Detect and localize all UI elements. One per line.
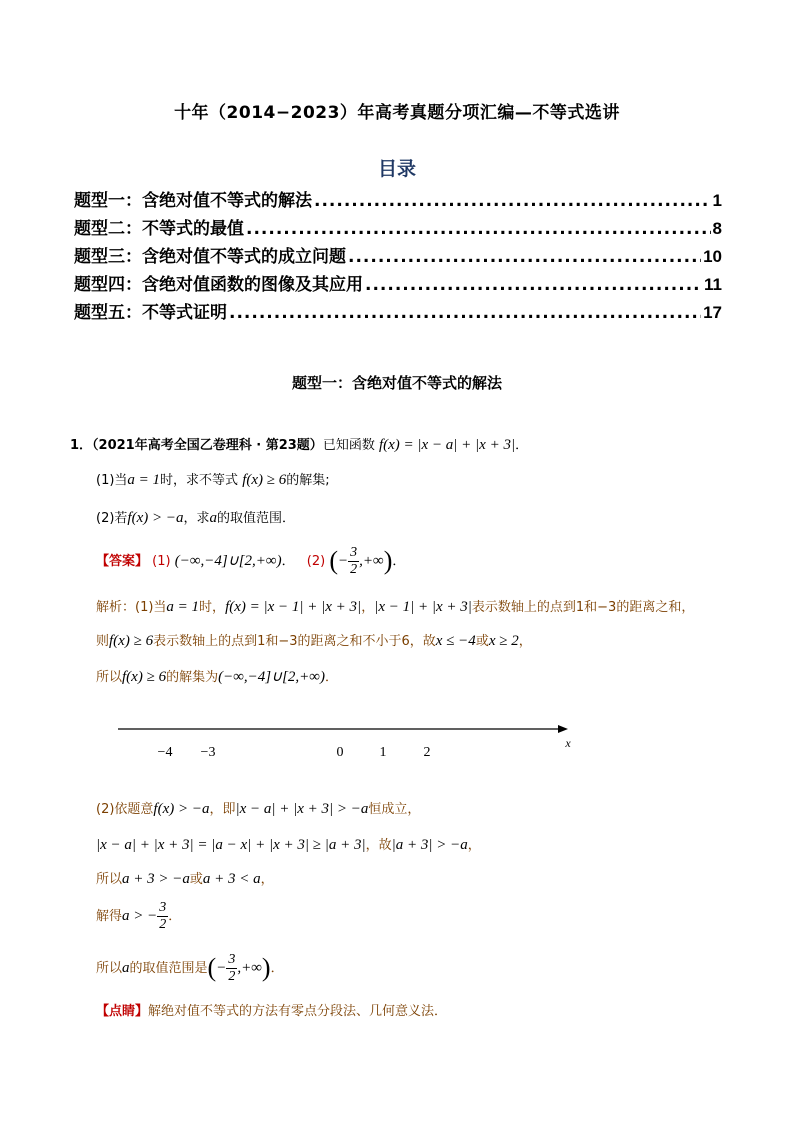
math-expression: ,+∞ [237,960,262,976]
math-expression: |x − a| + |x + 3| = |a − x| + |x + 3| ≥ |a + 3| [96,837,366,853]
text: 所以 [96,872,123,887]
tick-label: −4 [157,745,173,760]
fraction-denominator: 2 [350,562,358,577]
math-expression: a = 1 [127,472,161,488]
toc-item-label: 题型三：含绝对值不等式的成立问题 [74,247,346,267]
toc-item-page: 10 [703,247,722,266]
text: 的取值范围． [217,511,296,526]
toc-item-page: 1 [712,191,722,210]
text: 所以 [96,961,123,976]
problem-stem-text: 已知函数 [322,438,375,453]
paren: ( [207,953,217,982]
document-title: 十年（2014−2023）年高考真题分项汇编—不等式选讲 [174,103,620,123]
fraction-denominator: 2 [228,969,236,984]
toc-item[interactable] [74,298,722,326]
math-expression: x ≤ −4 [435,633,476,649]
part-label: (1)当 [96,473,128,488]
solution-line-3 [96,666,338,686]
fraction [348,545,359,578]
math-expression: (−∞,−4]∪[2,+∞) [218,669,325,685]
part-label: (2)若 [96,511,128,526]
toc-item-label: 题型一：含绝对值不等式的解法 [74,191,312,211]
text: ． [168,909,182,924]
math-expression: |a + 3| > −a [391,837,468,853]
paren: ) [261,953,271,982]
math-expression: a + 3 > −a [122,871,190,887]
math-expression: f(x) ≥ 6 [242,472,287,488]
toc-item-label: 题型五：不等式证明 [74,303,227,323]
answer-line: 【答案】 (1) (−∞,−4]∪[2,+∞)． (2) (− $\frac{3}{2}$ ,+∞)． [96,545,406,577]
toc-item[interactable] [74,186,722,214]
answer-2-tail: ,+∞ [359,553,384,569]
tick-label: 1 [379,745,387,760]
toc-leader-dots [365,275,702,295]
math-expression: |x − a| + |x + 3| > −a [235,801,369,817]
fraction-denominator: 2 [159,917,167,932]
answer-1-expression: (−∞,−4]∪[2,+∞) [174,553,282,569]
solution-line-6 [96,868,274,888]
text: ，求 [183,511,210,526]
text: 所以 [96,670,123,685]
text: 或 [475,634,489,649]
text: ． [270,961,284,976]
text: 时， [199,600,226,615]
text: ， [518,634,532,649]
toc-item-page: 11 [704,275,722,294]
remark-text: 解绝对值不等式的方法有零点分段法、几何意义法． [148,1004,448,1019]
toc-item[interactable] [74,214,722,242]
math-expression: f(x) > −a [153,801,210,817]
problem-number: 1． [70,438,93,453]
toc-item-page: 17 [703,303,722,322]
paren: ) [383,546,393,575]
toc-item-label: 题型四：含绝对值函数的图像及其应用 [74,275,363,295]
tick-label: 0 [336,745,344,760]
problem-source: （2021年高考全国乙卷理科 · 第23题） [92,438,323,453]
math-expression: a = 1 [166,599,200,615]
text: 表示数轴上的点到1和−3的距离之和不小于6，故 [153,634,436,649]
toc-item[interactable] [74,270,722,298]
text: 的解集为 [166,670,219,685]
toc-leader-dots [229,303,701,323]
problem-function: f(x) = |x − a| + |x + 3| [378,437,516,453]
text: ，即 [209,802,236,817]
math-variable: a [209,510,217,526]
text: (2)依题意 [96,802,154,817]
text: 解析：(1)当 [96,600,167,615]
remark-label: 【点睛】 [96,1004,149,1019]
toc-leader-dots [246,219,711,239]
paren: ( [329,546,339,575]
toc-item-page: 8 [712,219,722,238]
text: 时，求不等式 [160,473,239,488]
part-label: (1) [152,554,171,569]
fraction [226,952,237,985]
math-expression: f(x) > −a [127,510,184,526]
text: ，故 [365,838,392,853]
text: ， [361,600,375,615]
fraction-numerator: 3 [159,900,167,915]
text: 解得 [96,909,123,924]
solution-line-7 [96,900,181,933]
text: 恒成立， [368,802,421,817]
toc-leader-dots [348,247,701,267]
answer-label: 【答案】 [96,554,149,569]
solution-line-5 [96,834,481,854]
axis-label: x [565,736,571,750]
table-of-contents [74,186,722,326]
toc-leader-dots [314,191,711,211]
solution-line-1 [96,596,694,616]
fraction-numerator: 3 [228,952,236,967]
fraction [157,900,168,933]
math-expression: |x − 1| + |x + 3| [374,599,472,615]
remark-line [96,1000,447,1019]
text: 表示数轴上的点到1和−3的距离之和， [471,600,695,615]
toc-heading: 目录 [377,158,416,180]
text: ． [325,670,339,685]
fraction-numerator: 3 [350,545,358,560]
math-expression: a + 3 < a [202,871,261,887]
text: 的解集; [286,473,330,488]
text: 或 [189,872,203,887]
solution-line-4 [96,798,420,818]
math-expression: f(x) = |x − 1| + |x + 3| [225,599,362,615]
math-expression: x ≥ 2 [488,633,519,649]
problem-part-2 [96,507,295,527]
solution-line-2 [96,630,532,650]
math-expression: f(x) ≥ 6 [109,633,154,649]
math-expression: a > − [122,908,158,924]
text: ， [467,838,481,853]
axis-arrow [558,725,568,733]
part-label: (2) [306,554,326,569]
text: 的取值范围是 [129,961,208,976]
tick-label: 2 [423,745,431,760]
toc-item-label: 题型二：不等式的最值 [74,219,244,239]
number-line-figure [110,712,590,772]
problem-part-1 [96,469,330,489]
tick-label: −3 [200,745,216,760]
solution-line-8: 所以a的取值范围是(− $\frac{3}{2}$ ,+∞)． [96,952,284,984]
math-variable: a [122,960,130,976]
toc-item[interactable] [74,242,722,270]
section-heading: 题型一：含绝对值不等式的解法 [291,374,502,392]
problem-stem: 1．（2021年高考全国乙卷理科 · 第23题）已知函数 f(x) = |x − a| + |x + 3|． [70,437,529,453]
math-expression: f(x) ≥ 6 [122,669,167,685]
text: 则 [96,634,110,649]
text: ， [260,872,274,887]
